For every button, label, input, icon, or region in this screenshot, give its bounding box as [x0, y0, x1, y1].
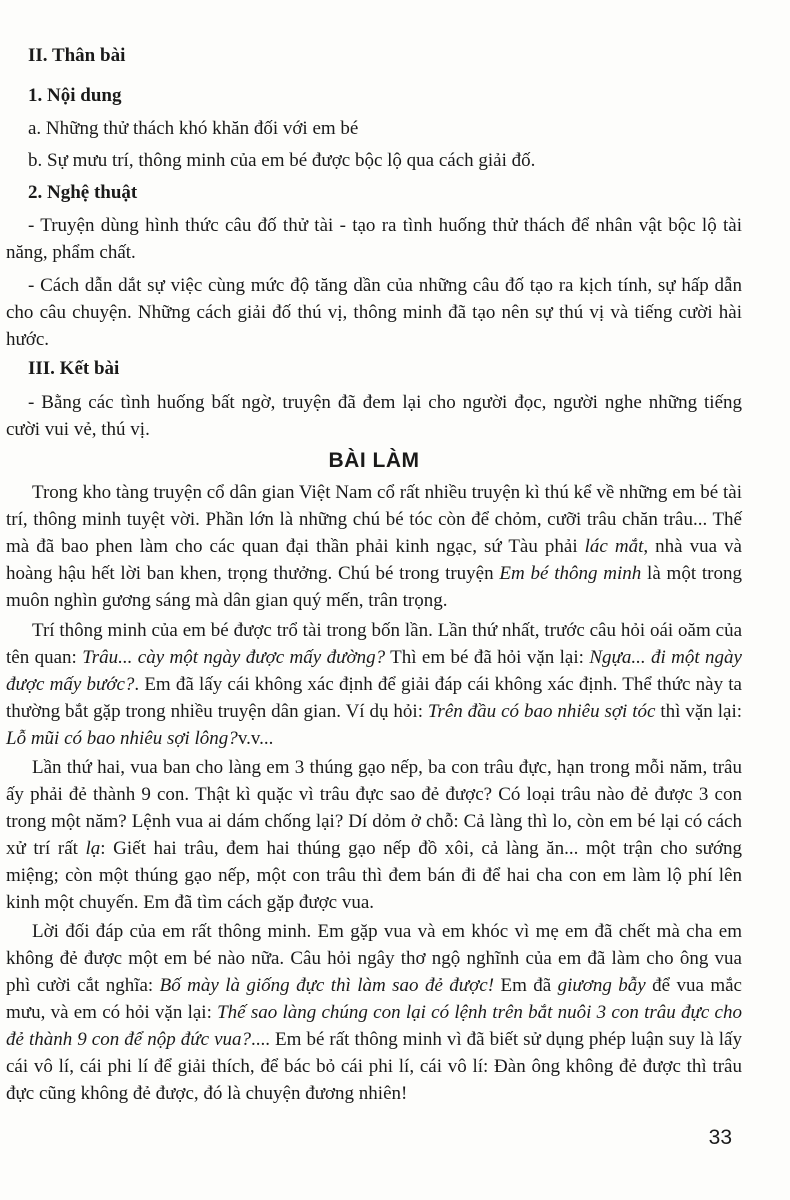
outline-art-point-2: - Cách dẫn dắt sự việc cùng mức độ tăng dần của những câu đố tạo ra kịch tính, sự hấp dẫn cho câu chuyện. Những cách giải đố thú vị, thông minh đã tạo nên sự thú vị và tiếng cười hài hước.	[6, 275, 742, 350]
italic-run: Em bé thông minh	[499, 563, 642, 584]
text-run: Trong kho tàng truyện cổ dân gian Việt Nam cổ rất nhiều truyện kì thú kể về những em bé tài trí, thông minh tuyệt vời. Phần lớn là những chú bé tóc còn để chỏm, cưỡi trâu chăn trâu... Thế mà đã bao phen làm cho các quan đại thần phải kinh ngạc, sứ Tàu phải	[6, 482, 742, 557]
italic-run: Bố mày là giống đực thì làm sao đẻ được!	[159, 975, 495, 996]
text-run: v.v...	[237, 728, 274, 749]
text-run: Trí thông minh của em bé được trổ tài trong bốn lần. Lần thứ nhất, trước câu hỏi oái oăm của tên quan:	[6, 620, 742, 668]
italic-run: lạ	[85, 838, 101, 859]
italic-run: Trâu... cày một ngày được mấy đường?	[82, 647, 386, 668]
outline-conclusion-point: - Bằng các tình huống bất ngờ, truyện đã đem lại cho người đọc, người nghe những tiếng cười vui vẻ, thú vị.	[6, 392, 742, 440]
heading-ket-bai: III. Kết bài	[28, 358, 120, 379]
heading-than-bai: II. Thân bài	[28, 45, 126, 66]
essay-paragraph-3	[6, 754, 742, 916]
italic-run: Lỗ mũi có bao nhiêu sợi lông?	[6, 728, 238, 749]
text-run: Thì em bé đã hỏi vặn lại:	[385, 647, 590, 668]
outline-art-point-1: - Truyện dùng hình thức câu đố thử tài - tạo ra tình huống thử thách để nhân vật bộc lộ tài năng, phẩm chất.	[6, 215, 742, 263]
subheading-noi-dung: 1. Nội dung	[28, 85, 122, 106]
text-run: : Giết hai trâu, đem hai thúng gạo nếp đồ xôi, cả làng ăn... một trận cho sướng miệng; còn một thúng gạo nếp, một con trâu thì đem bán đi để hai cha con em làm lộ phí lên kinh một chuyến. Em đã tìm cách gặp được vua.	[6, 838, 742, 913]
essay-section	[6, 447, 742, 1107]
text-run: .... Em bé rất thông minh vì đã biết sử dụng phép luận suy là lấy cái vô lí, cái phi lí để giải thích, để bác bỏ cái phi lí, cái vô lí: Đàn ông không đẻ được thì trâu đực cũng không đẻ được, đó là chuyện đương nhiên!	[6, 1029, 742, 1104]
text-run: Lần thứ hai, vua ban cho làng em 3 thúng gạo nếp, ba con trâu đực, hạn trong mỗi năm, trâu ấy phải đẻ thành 9 con. Thật kì quặc vì trâu đực sao đẻ được? Có loại trâu nào đẻ được 3 con trong một năm? Lệnh vua ai dám chống lại? Dí dỏm ở chỗ: Cả làng thì lo, còn em bé lại có cách xử trí rất	[6, 757, 742, 859]
italic-run: lác mắt	[584, 536, 644, 557]
text-run: Lời đối đáp của em rất thông minh. Em gặp vua và em khóc vì mẹ em đã chết mà cha em không đẻ được một em bé nào nữa. Câu hỏi ngây thơ ngộ nghĩnh của em đã làm cho ông vua phì cười cắt nghĩa:	[6, 921, 742, 996]
italic-run: Thế sao làng chúng con lại có lệnh trên bắt nuôi 3 con trâu đực cho đẻ thành 9 con để nộp đức vua?	[6, 1002, 742, 1050]
text-run: thì vặn lại:	[655, 701, 742, 722]
essay-paragraph-1	[6, 479, 742, 614]
essay-title: BÀI LÀM	[328, 449, 420, 472]
text-run: là một trong muôn nghìn gương sáng mà dân gian quý mến, trân trọng.	[6, 563, 742, 611]
italic-run: Trên đầu có bao nhiêu sợi tóc	[427, 701, 656, 722]
text-run: để vua mắc mưu, và em có hỏi vặn lại:	[6, 975, 742, 1023]
text-run: Em đã	[494, 975, 558, 996]
outline-item-b: b. Sự mưu trí, thông minh của em bé được bộc lộ qua cách giải đố.	[28, 150, 536, 171]
outline-section	[6, 42, 742, 443]
subheading-nghe-thuat: 2. Nghệ thuật	[28, 182, 138, 203]
italic-run: giương bẫy	[557, 975, 646, 996]
text-run: . Em đã lấy cái không xác định để giải đáp cái không xác định. Thể thức này ta thường bắt gặp trong nhiều truyện dân gian. Ví dụ hỏi:	[6, 674, 742, 722]
essay-paragraph-2	[6, 617, 742, 752]
outline-item-a: a. Những thử thách khó khăn đối với em bé	[28, 118, 359, 139]
text-run: , nhà vua và hoàng hậu hết lời ban khen, trọng thưởng. Chú bé trong truyện	[6, 536, 742, 584]
italic-run: Ngựa... đi một ngày được mấy bước?	[6, 647, 742, 695]
essay-paragraph-4	[6, 918, 742, 1107]
page-number: 33	[708, 1126, 732, 1149]
